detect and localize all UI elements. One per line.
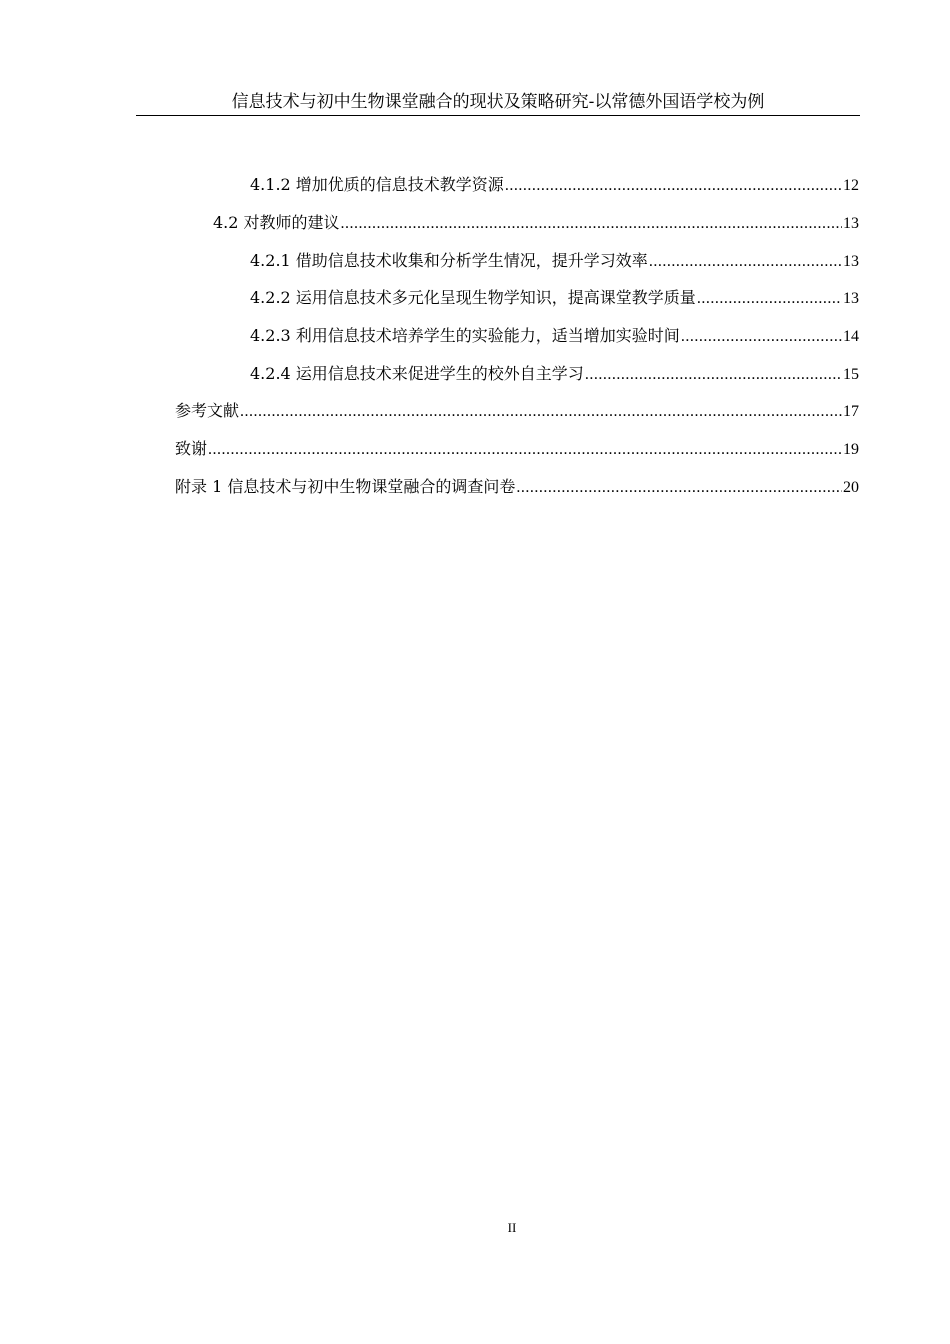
toc-entry-page: 12 — [843, 177, 859, 194]
toc-entry-title: 参考文献 — [175, 401, 240, 420]
toc-entry-title: 4.1.2 增加优质的信息技术教学资源 — [250, 175, 504, 194]
toc-entry[interactable] — [250, 283, 859, 313]
toc-entry-page: 13 — [843, 290, 859, 307]
toc-entry[interactable] — [175, 434, 859, 464]
toc-dot-leader — [516, 473, 842, 503]
toc-dot-leader — [341, 209, 842, 239]
toc-entry-title: 附录 1 信息技术与初中生物课堂融合的调查问卷 — [175, 477, 516, 496]
page-header-title: 信息技术与初中生物课堂融合的现状及策略研究-以常德外国语学校为例 — [231, 92, 765, 112]
toc-entry-title: 致谢 — [175, 439, 208, 458]
header-rule — [136, 115, 860, 116]
page-number: II — [507, 1220, 517, 1235]
toc-entry-page: 15 — [843, 366, 859, 383]
toc-entry-page: 14 — [843, 328, 859, 345]
toc-dot-leader — [697, 284, 842, 314]
toc-entry[interactable] — [250, 321, 859, 351]
toc-entry-page: 13 — [843, 253, 859, 270]
toc-dot-leader — [681, 322, 842, 352]
toc-entry-title: 4.2.3 利用信息技术培养学生的实验能力，适当增加实验时间 — [250, 326, 680, 345]
toc-entry-page: 13 — [843, 215, 859, 232]
toc-entry[interactable] — [250, 170, 859, 200]
toc-entry[interactable] — [250, 359, 859, 389]
toc-entry-page: 19 — [843, 441, 859, 458]
toc-dot-leader — [208, 435, 842, 465]
toc-entry-title: 4.2.4 运用信息技术来促进学生的校外自主学习 — [250, 364, 584, 383]
toc-entry-page: 17 — [843, 403, 859, 420]
toc-entry[interactable] — [175, 472, 859, 502]
toc-entry-title: 4.2.2 运用信息技术多元化呈现生物学知识，提高课堂教学质量 — [250, 288, 696, 307]
toc-dot-leader — [585, 360, 842, 390]
toc-entry-title: 4.2.1 借助信息技术收集和分析学生情况，提升学习效率 — [250, 251, 648, 270]
toc-entry-page: 20 — [843, 479, 859, 496]
toc-dot-leader — [240, 397, 842, 427]
toc-entry[interactable] — [213, 208, 859, 238]
toc-dot-leader — [505, 171, 842, 201]
toc-entry-title: 4.2 对教师的建议 — [213, 213, 340, 232]
toc-dot-leader — [649, 247, 842, 277]
toc-entry[interactable] — [175, 396, 859, 426]
toc-entry[interactable] — [250, 246, 859, 276]
